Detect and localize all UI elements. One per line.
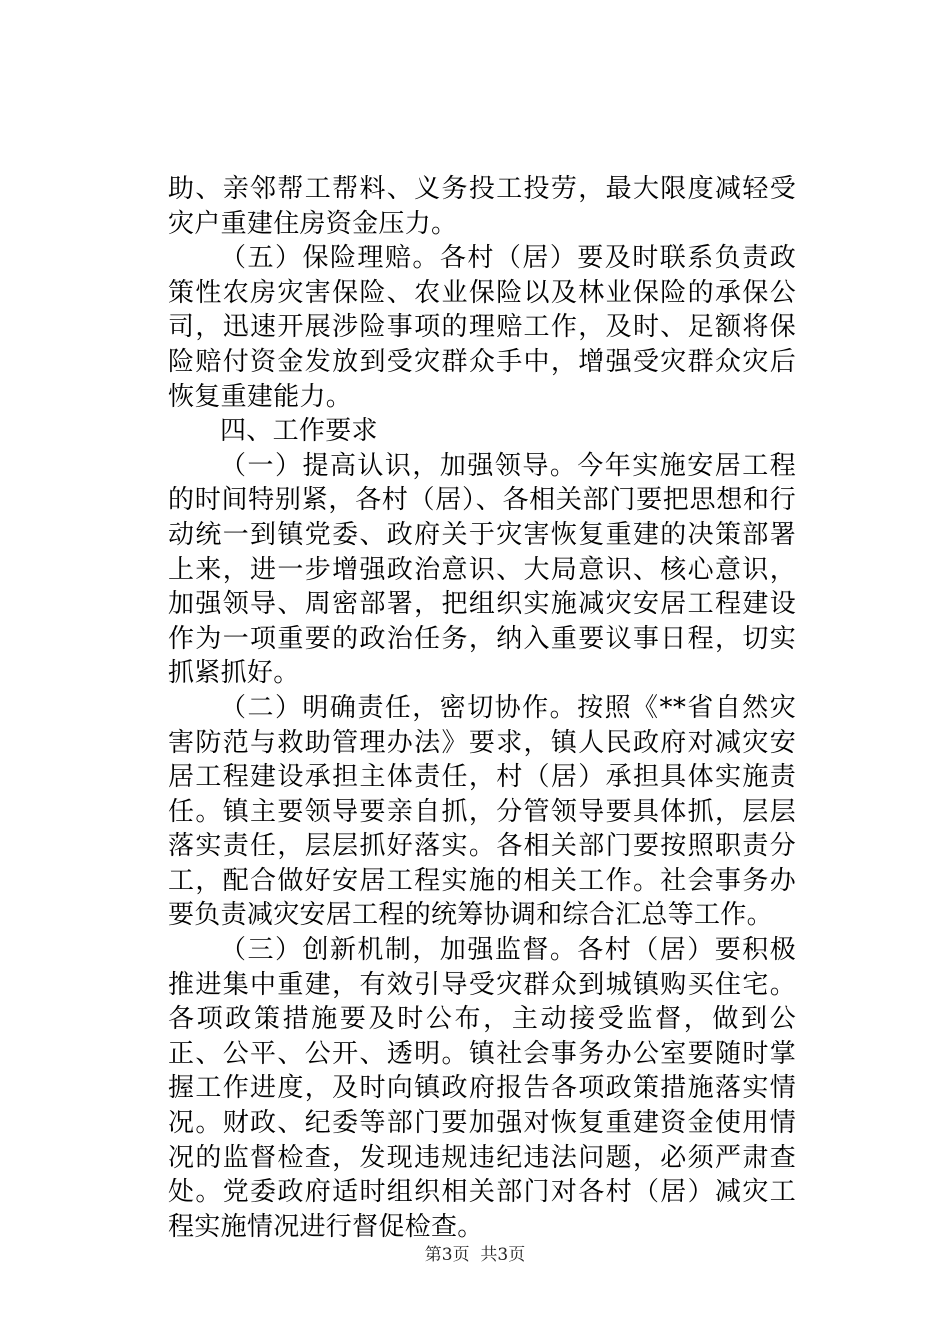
paragraph-continuation: 助、亲邻帮工帮料、义务投工投劳，最大限度减轻受灾户重建住房资金压力。 — [168, 174, 796, 239]
section-heading-work-requirements: 四、工作要求 — [220, 416, 378, 447]
paragraph-clarify-responsibility: （二）明确责任，密切协作。按照《**省自然灾害防范与救助管理办法》要求，镇人民政府对减灾安居工程建设承担主体责任，村（居）承担具体实施责任。镇主要领导要亲自抓，分管领导要具体抓，层层落实责任，层层抓好落实。各相关部门要按照职责分工，配合做好安居工程实施的相关工作。社会事务办要负责减灾安居工程的统筹协调和综合汇总等工作。 — [168, 692, 796, 931]
page-number-footer: 第3页 共3页 — [424, 1245, 526, 1265]
paragraph-insurance-claims: （五）保险理赔。各村（居）要及时联系负责政策性农房灾害保险、农业保险以及林业保险的承保公司，迅速开展涉险事项的理赔工作，及时、足额将保险赔付资金发放到受灾群众手中，增强受灾群众灾后恢复重建能力。 — [168, 243, 796, 412]
paragraph-innovate-mechanism: （三）创新机制，加强监督。各村（居）要积极推进集中重建，有效引导受灾群众到城镇购买住宅。各项政策措施要及时公布，主动接受监督，做到公正、公平、公开、透明。镇社会事务办公室要随时掌握工作进度，及时向镇政府报告各项政策措施落实情况。财政、纪委等部门要加强对恢复重建资金使用情况的监督检查，发现违规违纪违法问题，必须严肃查处。党委政府适时组织相关部门对各村（居）减灾工程实施情况进行督促检查。 — [168, 935, 796, 1242]
paragraph-raise-awareness: （一）提高认识，加强领导。今年实施安居工程的时间特别紧，各村（居）、各相关部门要把思想和行动统一到镇党委、政府关于灾害恢复重建的决策部署上来，进一步增强政治意识、大局意识、核心意识，加强领导、周密部署，把组织实施减灾安居工程建设作为一项重要的政治任务，纳入重要议事日程，切实抓紧抓好。 — [168, 450, 796, 689]
document-body — [168, 172, 796, 1244]
